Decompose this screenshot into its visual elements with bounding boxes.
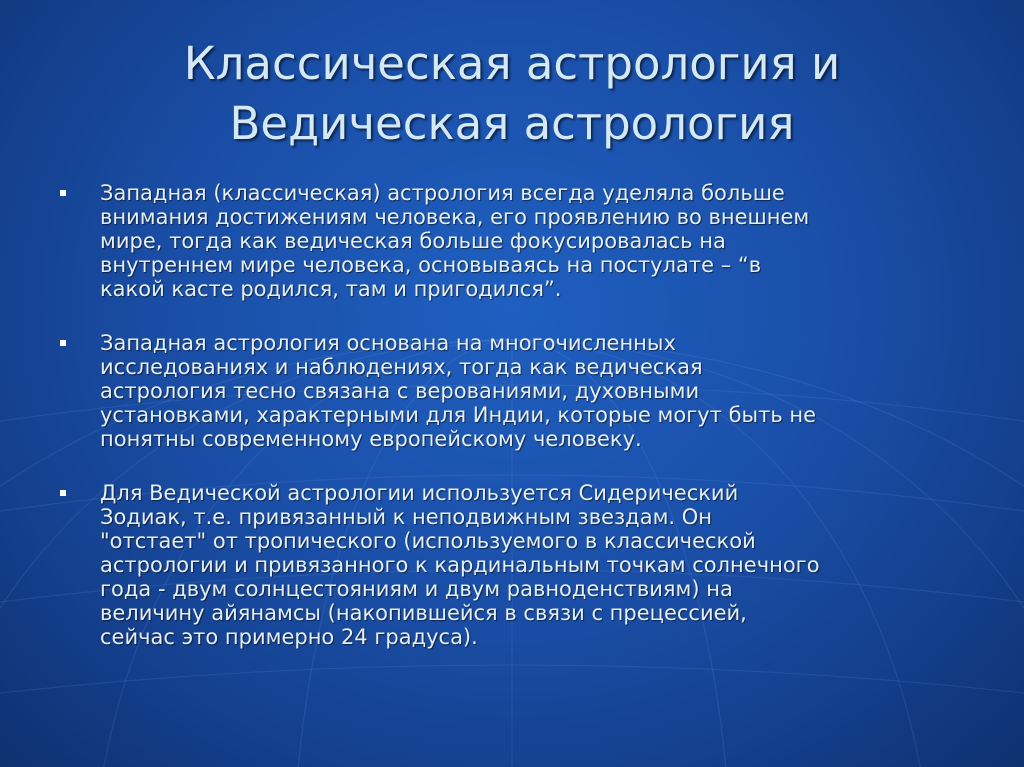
bullet-text (100, 331, 986, 451)
bullet-line: мире, тогда как ведическая больше фокусировалась на (100, 229, 726, 253)
bullet-line: установками, характерными для Индии, которые могут быть не (100, 403, 817, 427)
title-line: Классическая астрология и (183, 37, 841, 90)
bullet-item (56, 331, 986, 451)
bullet-line: внимания достижениям человека, его проявлению во внешнем (100, 205, 810, 229)
bullet-line: Западная астрология основана на многочисленных (100, 331, 676, 355)
bullet-line: Западная (классическая) астрология всегда уделяла больше (100, 181, 785, 205)
bullet-line: "отстает" от тропического (используемого в классической (100, 529, 756, 553)
title-line: Ведическая астрология (229, 97, 795, 150)
bullet-line: года - двум солнцестояниям и двум равноденствиям) на (100, 577, 733, 601)
bullet-line: какой касте родился, там и пригодился”. (100, 277, 562, 301)
bullet-line: понятны современному европейскому человеку. (100, 427, 642, 451)
bullet-line: исследованиях и наблюдениях, тогда как ведическая (100, 355, 703, 379)
square-bullet-icon (60, 340, 66, 346)
bullet-text (100, 481, 986, 649)
bullet-line: астрологии и привязанного к кардинальным точкам солнечного (100, 553, 820, 577)
bullet-line: внутреннем мире человека, основываясь на постулате – “в (100, 253, 762, 277)
bullet-line: Зодиак, т.е. привязанный к неподвижным звездам. Он (100, 505, 713, 529)
bullet-line: Для Ведической астрологии используется Сидерический (100, 481, 739, 505)
square-bullet-icon (60, 490, 66, 496)
bullet-line: астрология тесно связана с верованиями, духовными (100, 379, 700, 403)
bullet-item (56, 481, 986, 649)
bullet-item (56, 181, 986, 301)
bullet-list (56, 181, 986, 679)
square-bullet-icon (60, 190, 66, 196)
bullet-text (100, 181, 986, 301)
slide-title (0, 34, 1024, 154)
bullet-line: величину айянамсы (накопившейся в связи с прецессией, (100, 601, 747, 625)
bullet-line: сейчас это примерно 24 градуса). (100, 625, 478, 649)
